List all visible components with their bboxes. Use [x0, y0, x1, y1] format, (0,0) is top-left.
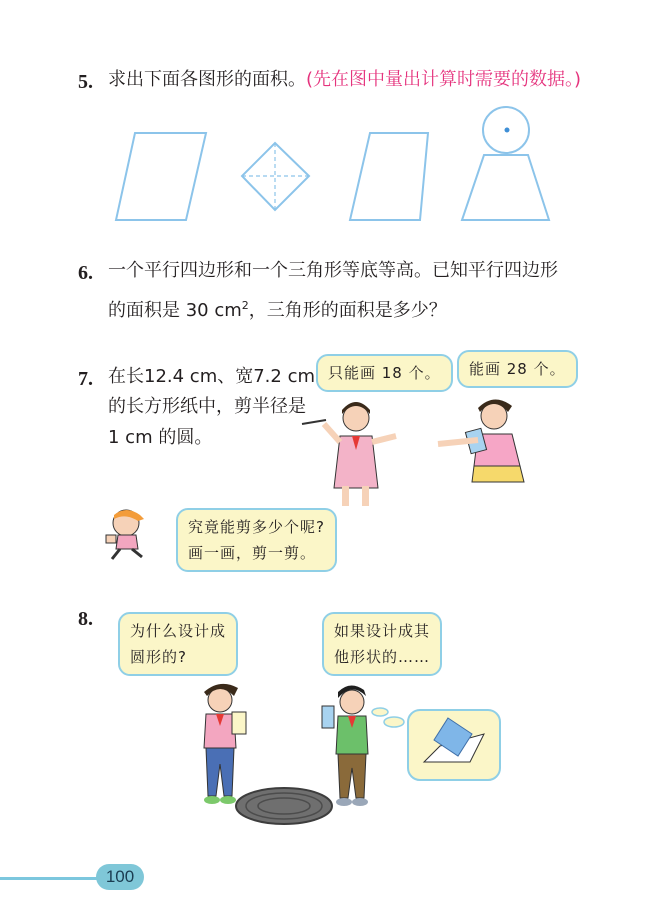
trapezoid-figure	[350, 133, 428, 220]
page-number: 100	[96, 864, 144, 890]
q8-number: 8.	[78, 608, 93, 630]
q5-text	[108, 64, 581, 96]
speech-bubble-kid-question	[176, 508, 337, 572]
girl-with-pencil-illustration	[296, 398, 416, 518]
speech-bubble-only-18	[316, 354, 453, 392]
bubble-28-text: 能画 28 个。	[469, 360, 566, 378]
thought-bubble	[366, 704, 506, 784]
rhombus-figure	[242, 143, 309, 210]
q5-instruction: 求出下面各图形的面积。	[108, 69, 306, 90]
why-round-line1: 为什么设计成	[130, 622, 227, 640]
q6-number: 6.	[78, 262, 93, 284]
circle-figure	[483, 107, 529, 153]
kid-question-line1: 究竟能剪多少个呢?	[188, 518, 325, 536]
q7-line1: 在长12.4 cm、宽7.2 cm	[108, 366, 316, 387]
parallelogram-figure	[116, 133, 206, 220]
q5-note: (先在图中量出计算时需要的数据。)	[306, 69, 582, 90]
q6-line2	[108, 290, 447, 327]
q7-line2: 的长方形纸中，剪半径是	[108, 396, 306, 417]
running-kid-illustration	[100, 505, 160, 565]
q6-area-value: 的面积是 30 cm	[108, 300, 242, 321]
q6-line1: 一个平行四边形和一个三角形等底等高。已知平行四边形	[108, 260, 558, 281]
circle-center-dot	[505, 128, 510, 133]
q7-number: 7.	[78, 368, 93, 390]
q6-question: ，三角形的面积是多少？	[248, 300, 447, 321]
other-shape-line1: 如果设计成其	[334, 622, 431, 640]
q5-number: 5.	[78, 71, 93, 93]
girl-with-notepad-illustration	[428, 394, 538, 514]
other-shape-line2: 他形状的……	[334, 648, 431, 666]
q6-area-exponent: 2	[241, 299, 249, 312]
speech-bubble-why-round	[118, 612, 238, 676]
speech-bubble-28	[457, 350, 578, 388]
kid-question-line2: 画一画，剪一剪。	[188, 544, 317, 562]
triangle-trapezoid-figure	[462, 155, 549, 220]
speech-bubble-other-shape	[322, 612, 442, 676]
why-round-line2: 圆形的?	[130, 648, 187, 666]
q7-line3: 1 cm 的圆。	[108, 427, 213, 448]
bubble-only-18-text: 只能画 18 个。	[328, 364, 441, 382]
